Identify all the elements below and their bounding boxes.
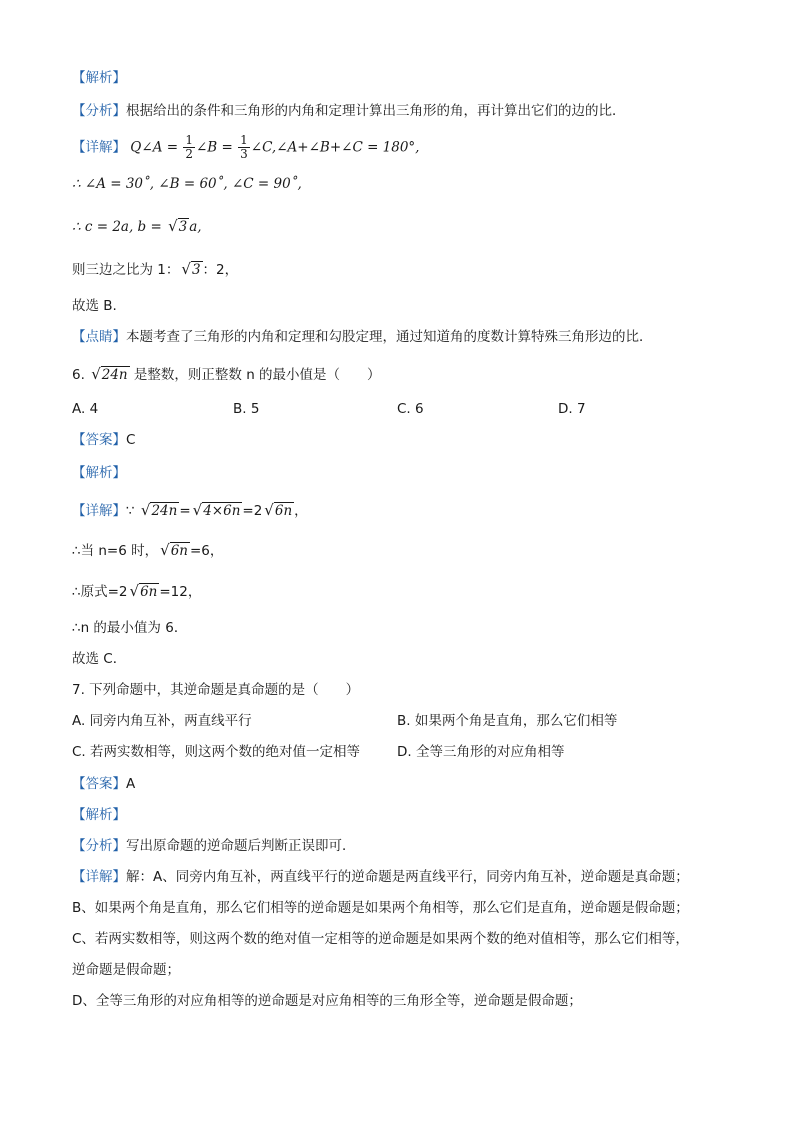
- when-lead: ∴当 n=6 时，: [72, 543, 159, 559]
- sqrt-sign: √: [160, 541, 170, 559]
- question-text: 是整数，则正整数 n 的最小值是（ ）: [133, 367, 381, 383]
- original-expression-line: [72, 581, 201, 602]
- detail-line-c1: C、若两实数相等，则这两个数的绝对值一定相等的逆命题是如果两个数的绝对值相等，那么它们相等，: [72, 931, 689, 947]
- detail-line-b: B、如果两个角是直角，那么它们相等的逆命题是如果两个角相等，那么它们是直角，逆命题是假命题；: [72, 900, 689, 916]
- xiangjie-tag: 【详解】: [72, 869, 126, 885]
- angle-a: A =: [152, 139, 183, 156]
- answer-tag: 【答案】: [72, 776, 126, 792]
- radicand: 3: [191, 262, 201, 278]
- question-6-stem: [72, 364, 381, 385]
- answer-value: A: [126, 776, 136, 792]
- sides-lead: ∴ c = 2a, b =: [72, 219, 167, 235]
- fenxi-tag: 【分析】: [72, 838, 126, 854]
- sides-line: [72, 216, 202, 237]
- eq1-lead: Q∠: [130, 139, 153, 156]
- ratio-tail: ：2，: [202, 262, 239, 278]
- fenxi-line: [72, 836, 356, 856]
- orig-tail: =12，: [159, 584, 202, 600]
- xiangjie-tag: 【详解】: [72, 503, 126, 519]
- question-7-stem: 7. 下列命题中，其逆命题是真命题的是（ ）: [72, 682, 360, 698]
- fenxi-text: 根据给出的条件和三角形的内角和定理计算出三角形的角，再计算出它们的边的比．: [126, 103, 626, 119]
- radicand: 6n: [140, 584, 158, 600]
- sqrt-sign: √: [140, 501, 151, 519]
- radicand: 4×6n: [203, 503, 241, 519]
- choose-line: 故选 C．: [72, 651, 127, 667]
- fraction-third: $\frac{1}{3}$: [240, 133, 248, 161]
- answer-value: C: [126, 432, 136, 448]
- detail-line: [72, 500, 308, 521]
- ratio-line: [72, 259, 238, 280]
- option-d: D. 7: [558, 401, 586, 417]
- answer-line: [72, 430, 135, 450]
- sides-tail: a,: [189, 219, 202, 235]
- fenxi-text: 写出原命题的逆命题后判断正误即可．: [126, 838, 356, 854]
- radicand: 24n: [151, 503, 178, 519]
- sqrt-sign: √: [168, 217, 178, 235]
- choose-line: 故选 B.: [72, 298, 117, 314]
- ratio-lead: 则三边之比为 1：: [72, 262, 180, 278]
- radicand: 24n: [101, 367, 128, 383]
- fraction-half: $\frac{1}{2}$: [185, 133, 193, 161]
- eq1-rest: ∠C,∠A+∠B+∠C = 180°,: [250, 139, 420, 156]
- xiangjie-tag: 【详解】: [72, 139, 126, 156]
- when-line: [72, 540, 223, 561]
- min-value-line: ∴n 的最小值为 6．: [72, 620, 188, 636]
- option-a: A. 4: [72, 401, 99, 417]
- question-number: 6.: [72, 367, 85, 383]
- option-b: B. 5: [233, 401, 260, 417]
- analysis-heading: 【解析】: [72, 465, 126, 481]
- analysis-heading: 【解析】: [72, 807, 126, 823]
- sqrt-sign: √: [129, 582, 140, 600]
- analysis-line: [72, 101, 626, 121]
- dianjing-text: 本题考查了三角形的内角和定理和勾股定理，通过知道角的度数计算特殊三角形边的比．: [126, 329, 653, 345]
- radicand: 3: [178, 219, 188, 235]
- option-c: C. 6: [397, 401, 424, 417]
- detail-line-a: [72, 867, 689, 887]
- dianjing-tag: 【点睛】: [72, 329, 126, 345]
- detail-a-text: 解：A、同旁内角互补，两直线平行的逆命题是两直线平行，同旁内角互补，逆命题是真命题；: [126, 869, 689, 885]
- line-tail: ，: [294, 503, 308, 519]
- sqrt-sign: √: [264, 501, 274, 519]
- detail-equation-line: [72, 134, 419, 161]
- angle-b: ∠B =: [195, 139, 238, 156]
- answer-line: [72, 774, 135, 794]
- answer-tag: 【答案】: [72, 432, 126, 448]
- because-symbol: ∵: [126, 503, 135, 519]
- sqrt-sign: √: [192, 501, 203, 519]
- equals: =: [179, 503, 191, 519]
- sqrt-sign: √: [181, 260, 191, 278]
- radicand: 6n: [274, 503, 293, 519]
- option-b: B. 如果两个角是直角，那么它们相等: [397, 713, 618, 729]
- fenxi-tag: 【分析】: [72, 103, 126, 119]
- detail-line-d: D、全等三角形的对应角相等的逆命题是对应角相等的三角形全等，逆命题是假命题；: [72, 993, 582, 1009]
- angles-line: ∴ ∠A = 30˚, ∠B = 60˚, ∠C = 90˚,: [72, 176, 302, 192]
- radicand: 6n: [170, 543, 188, 559]
- detail-line-c2: 逆命题是假命题；: [72, 962, 180, 978]
- option-a: A. 同旁内角互补，两直线平行: [72, 713, 252, 729]
- orig-lead: ∴原式=2: [72, 584, 128, 600]
- option-d: D. 全等三角形的对应角相等: [397, 744, 565, 760]
- equals-two: =2: [242, 503, 263, 519]
- when-tail: =6，: [190, 543, 224, 559]
- analysis-heading: 【解析】: [72, 70, 126, 86]
- sqrt-sign: √: [91, 365, 101, 383]
- option-c: C. 若两实数相等，则这两个数的绝对值一定相等: [72, 744, 361, 760]
- dianjing-line: [72, 327, 653, 347]
